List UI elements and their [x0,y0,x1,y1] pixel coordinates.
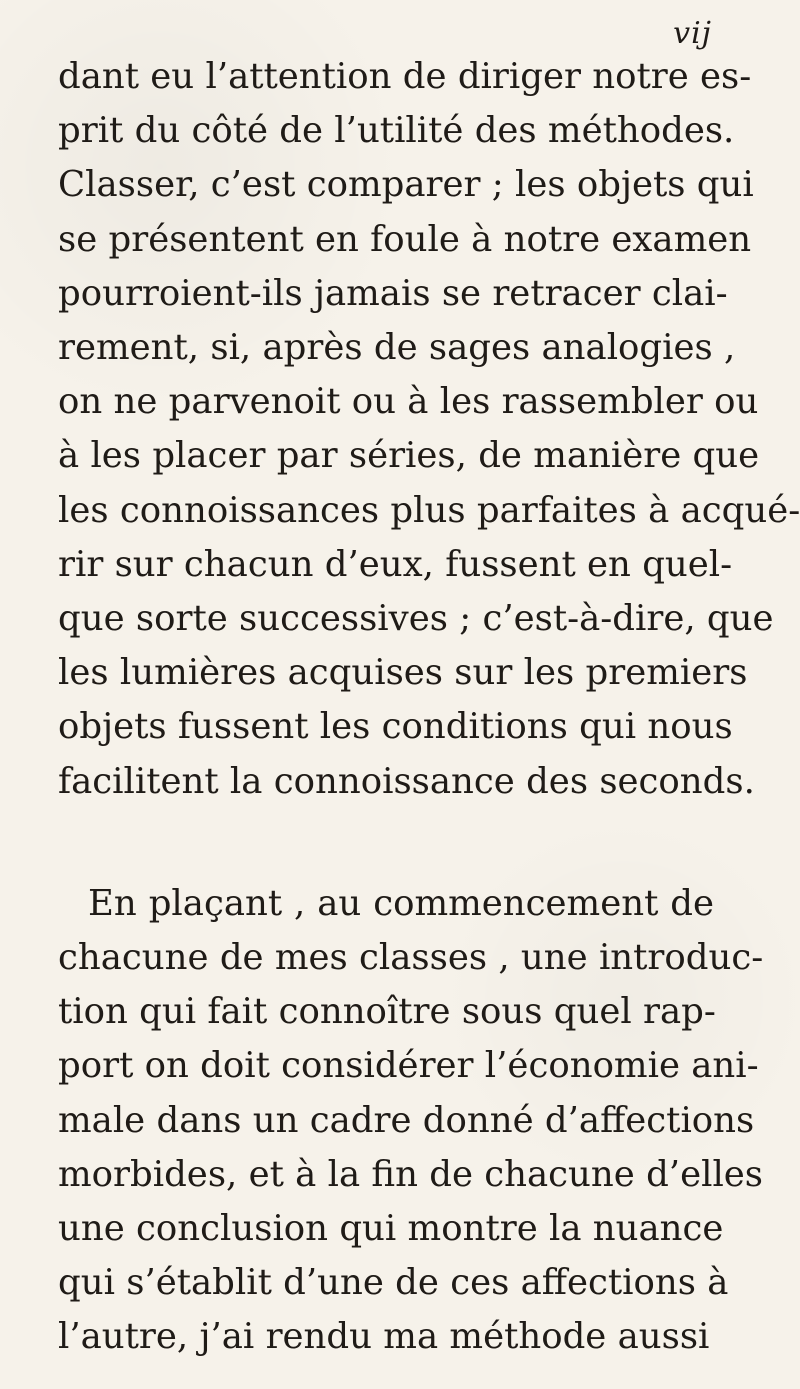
text-line: rement, si, après de sages analogies , [58,327,736,369]
text-line: que sorte successives ; c’est-à-dire, que [58,598,774,640]
text-line: les connoissances plus parfaites à acqué- [58,489,800,531]
text-line: prit du côté de l’utilité des méthodes. [58,110,735,152]
text-line: male dans un cadre donné d’affections [58,1099,755,1141]
text-line: Classer, c’est comparer ; les objets qui [58,164,754,206]
text-line: l’autre, j’ai rendu ma méthode aussi [58,1316,710,1358]
text-line: En plaçant , au commencement de [88,882,714,924]
text-line: tion qui fait connoître sous quel rap- [58,991,716,1033]
text-line: dant eu l’attention de diriger notre es- [58,56,752,97]
text-line: se présentent en foule à notre examen [58,218,752,260]
text-line: à les placer par séries, de manière que [58,435,760,477]
text-line: chacune de mes classes , une introduc- [58,937,764,979]
paragraph-1 [58,50,800,809]
text-line: qui s’établit d’une de ces affections à [58,1262,729,1304]
text-line: les lumières acquises sur les premiers [58,652,748,694]
text-line: objets fussent les conditions qui nous [58,706,733,748]
text-line: facilitent la connoissance des seconds. [58,760,755,802]
page-number: vij [673,16,712,51]
text-line: on ne parvenoit ou à les rassembler ou [58,381,759,423]
text-line: pourroient-ils jamais se retracer clai- [58,272,728,314]
text-line: port on doit considérer l’économie ani- [58,1045,759,1087]
body-text [58,50,800,1365]
text-line: une conclusion qui montre la nuance [58,1208,724,1250]
paragraph-gap [58,809,714,877]
text-line: rir sur chacun d’eux, fussent en quel- [58,543,733,585]
paragraph-2 [58,877,764,1365]
text-line: morbides, et à la fin de chacune d’elles [58,1153,764,1195]
